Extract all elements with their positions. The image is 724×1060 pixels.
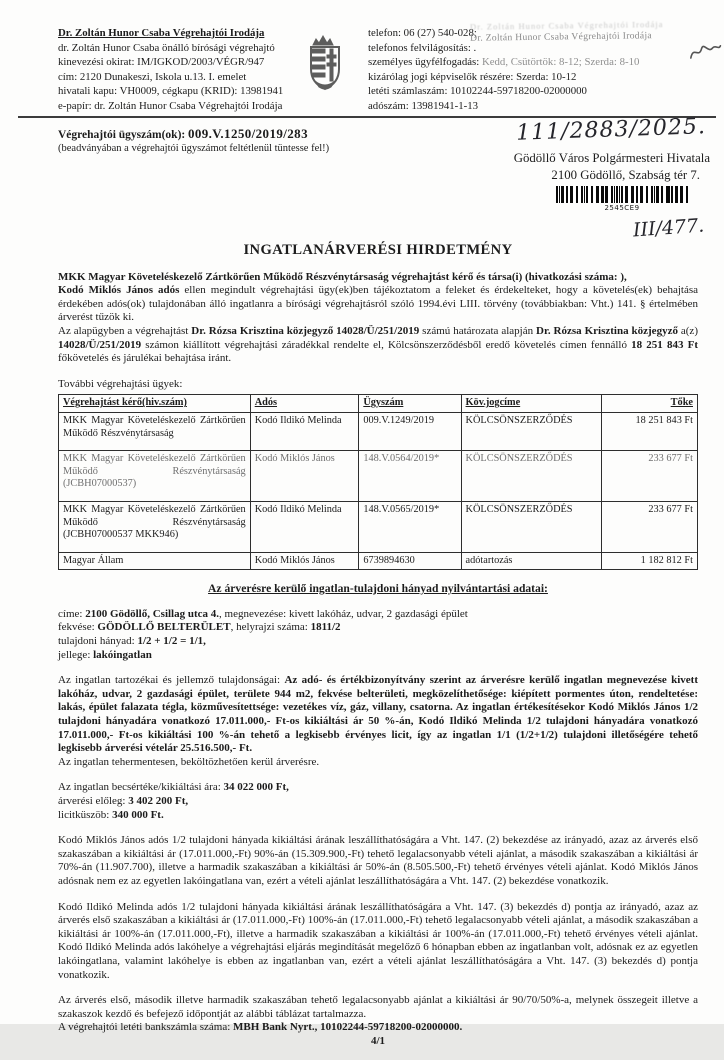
closing-paragraph: Az árverés első, második illetve harmadik szakaszában tehető legalacsonyabb ajánlat a kikiáltási ár 90/70/50%-a, melynek összegeit illetve a szakaszok kezdő és befejező időpontját az alábbi táblázat tartalmazza. A végrehajtói letéti bankszámla száma: MBH Bank Nyrt., 10102244-59718200-02000000. [58,994,698,1034]
table-row [59,451,698,502]
recipient-block [370,114,710,242]
page-number: 4/1 [370,1034,386,1047]
property-description-paragraph: Az ingatlan tartozékai és jellemző tulajdonságai: Az adó- és értékbizonyítvány szerint az árverésre kerülő ingatlan megnevezése kivett lakóház, udvar, 2 gazdasági épület, területe 944 m2, fekvése belterületi, megközelíthetősége: kiépített pormentes úton, rendeltetése: lakás, épület falazata tégla, közművesítettsége: vezetékes víz, gáz, villany, csatorna. Az ingatlan értékesítésekor Kodó Miklós János 1/2 tulajdoni hányadára vonatkozó 17.011.000,- Ft-os kikiáltási ár 50 %-án, Kodó Ildikó Melinda 1/2 tulajdoni hányadára vonatkozó 17.011.000,- Ft-os kikiáltási 100 %-án tehető a legkisebb érvényes licit, így az ingatlan 1/1 (1/2+1/2) tulajdoni illetőségére tehető legkisebb árverési vételár 25.516.500,- Ft. Az ingatlan tehermentesen, beköltözhetően kerül árverésre. [58,674,698,768]
signature-scribble-icon [688,40,722,67]
case-number-note: (beadványában a végrehajtói ügyszámot feltétlenül tüntesse fel!) [58,143,330,154]
table-header-cell: Adós [250,395,359,413]
office-line: telefonos felvilágosítás: . [368,41,477,54]
property-share-line: tulajdoni hányad: 1/2 + 1/2 = 1/1, [58,635,206,648]
table-cell: Kodó Miklós János [250,552,359,570]
stamp-ghost-text: Dr. Zoltán Hunor Csaba Végrehajtói Irodája [469,19,664,32]
barcode-icon [556,186,688,203]
office-line: letéti számlaszám: 10102244-59718200-02000000 [368,85,587,98]
table-header-cell: Ügyszám [359,395,461,413]
office-name: Dr. Zoltán Hunor Csaba Végrehajtói Irodája [58,27,265,39]
handwritten-reference: 111/2883/2025. [515,114,707,146]
table-cell: Magyar Állam [59,552,251,570]
table-row [59,501,698,552]
table-cell: 6739894630 [359,552,461,570]
office-line: személyes ügyfélfogadás: Kedd, Csütörtök: 8-12; Szerda: 8-10 [368,56,640,69]
price-block [58,781,698,822]
case-number-label: Végrehajtói ügyszám(ok): [58,129,186,141]
property-section-heading: Az árverésre kerülő ingatlan-tulajdoni hányad nyilvántartási adatai: [208,582,548,596]
recipient-address: 2100 Gödöllő, Szabság tér 7. [551,168,700,182]
table-cell: 233 677 Ft [602,451,698,502]
table-header-cell: Köv.jogcíme [461,395,602,413]
office-line: kinevezési okirat: IM/IGKOD/2003/VÉGR/947 [58,56,265,69]
table-header-cell: Tőke [602,395,698,413]
office-line: dr. Zoltán Hunor Csaba önálló bírósági végrehajtó [58,41,275,54]
table-row [59,552,698,570]
stamp-text: Dr. Zoltán Hunor Csaba Végrehajtói Irodája [470,30,653,44]
office-line: hivatali kapu: VH0009, cégkapu (KRID): 13981941 [58,85,284,98]
debtor1-rules-paragraph: Kodó Miklós János adós 1/2 tulajdoni hányada kikiáltási árának leszállíthatóságára a Vht. 147. (2) bekezdése az irányadó, azaz az árverés első szakaszában a kikiáltási ár (17.011.000,-Ft) 90%-án (15.309.900,-Ft) tehető legalacsonyabb vételi ajánlat, a második szakaszában a kikiáltási ár 70%-án (11.907.700), illetve a harmadik szakaszában a kikiáltási ár 50%-án (8.505.500,-Ft) tehető érvényes vételi ajánlat. Kodó Miklós János adósnak nem ez az egyetlen lakóingatlana van, ezért a vételi ajánlat leszállíthatóságára a Vht. 147. (2) bekezdése vonatkozik. [58,834,698,887]
case-number-block [58,126,329,154]
office-line: kizárólag jogi képviselők részére: Szerda: 10-12 [368,70,577,83]
table-cell: Kodó Ildikó Melinda [250,501,359,552]
further-cases-label: További végrehajtási ügyek: [58,377,183,390]
table-cell: adótartozás [461,552,602,570]
property-registry-data [58,608,698,662]
table-row [59,412,698,450]
further-cases-table [58,394,698,570]
office-line: e-papír: dr. Zoltán Hunor Csaba Végrehajtói Irodája [58,99,283,112]
office-stamp [470,18,720,43]
appraised-value-line: Az ingatlan becsértéke/kikiáltási ára: 34 022 000 Ft, [58,781,289,794]
property-location-line: fekvése: GÖDÖLLŐ BELTERÜLET, helyrajzi száma: 1811/2 [58,621,341,634]
hungarian-coat-of-arms-icon [305,33,345,100]
cases-table-body [59,412,698,569]
recipient-name: Gödöllő Város Polgármesteri Hivatala [513,151,710,165]
property-address-line: címe: 2100 Gödöllő, Csillag utca 4., megnevezése: kivett lakóház, udvar, 2 gazdasági épület [58,607,468,620]
table-cell: MKK Magyar Követeléskezelő Zártkörűen Működő Részvénytársaság [59,412,251,450]
table-cell: KÖLCSÖNSZERZŐDÉS [461,451,602,502]
office-line: telefon: 06 (27) 540-028; [368,27,477,39]
debtor2-rules-paragraph: Kodó Ildikó Melinda adós 1/2 tulajdoni hányada kikiáltási árának leszállíthatóságára a Vht. 147. (3) bekezdés d) pontja az irányadó, azaz az árverés első szakaszában a kikiáltási ár (17.011.000,-Ft) 100%-án (17.011.000,-Ft) tehető legalacsonyabb vételi ajánlat, a második szakaszában a kikiáltási ár 100%-án (17.011.000,-Ft), illetve a harmadik szakaszában a kikiáltási ár 100%-án (17.011.000,-Ft) tehető érvényes vételi ajánlat. Kodó Ildikó Melinda adós lakóhelye a végrehajtási eljárás megindítását megelőző 6 hónapban ebben az ingatlanban volt, adósnak ez az egyetlen lakóingatlana, valamint lakóhelye is ebben az ingatlanban van, ezért a vételi ajánlat leszállíthatóságára a Vht. 147. (3) bekezdés d) pontja vonatkozik. [58,900,698,981]
case-number-value: 009.V.1250/2019/283 [187,126,308,141]
table-cell: 148.V.0564/2019* [359,451,461,502]
table-cell: 1 182 812 Ft [602,552,698,570]
table-cell: Kodó Miklós János [250,451,359,502]
table-cell: 18 251 843 Ft [602,412,698,450]
barcode-label: 2545CE9 [604,204,640,212]
property-type-line: jellege: lakóingatlan [58,648,152,661]
table-cell: MKK Magyar Követeléskezelő Zártkörűen Működő Részvénytársaság (JCBH07000537 MKK946) [59,501,251,552]
document-body [58,244,698,1060]
table-header-cell: Végrehajtást kérő(hiv.szám) [59,395,251,413]
table-cell: 233 677 Ft [602,501,698,552]
document-title: INGATLANÁRVERÉSI HIRDETMÉNY [243,242,513,258]
intro-paragraph: MKK Magyar Követeléskezelő Zártkörűen Működő Részvénytársaság végrehajtást kérő és társa(i) (hivatkozási száma: ), Kodó Miklós János adós ellen megindult végrehajtási ügy(ek)ben tájékoztatom a feleket és érdekelteket, hogy a követelés(ek) behajtása érdekében adós(ok) tulajdonában álló ingatlanra a bírósági végrehajtásról szóló 1994.évi LIII. törvény (továbbiakban: Vht.) 141. § értelmében árverést tűzök ki. [58,270,698,324]
table-cell: KÖLCSÖNSZERZŐDÉS [461,412,602,450]
handwritten-note: III/477. [632,214,705,242]
office-line: adószám: 13981941-1-13 [368,99,479,112]
table-cell: 148.V.0565/2019* [359,501,461,552]
table-cell: Kodó Ildikó Melinda [250,412,359,450]
office-line: cím: 2120 Dunakeszi, Iskola u.13. I. emelet [58,70,247,83]
table-cell: MKK Magyar Követeléskezelő Zártkörűen Működő Részvénytársaság (JCBH07000537) [59,451,251,502]
table-cell: 009.V.1249/2019 [359,412,461,450]
barcode-block [556,186,688,212]
table-cell: KÖLCSÖNSZERZŐDÉS [461,501,602,552]
base-case-paragraph: Az alapügyben a végrehajtást Dr. Rózsa Krisztina közjegyző 14028/Ü/251/2019 számú határozata alapján Dr. Rózsa Krisztina közjegyző a(z) 14028/Ü/251/2019 számon kiállított végrehajtási záradékkal rendelte el, Kölcsönszerződésből eredő követelés címen fennálló 18 251 843 Ft főkövetelés és járulékai behajtása iránt. [58,324,698,365]
cases-table-head-row [59,395,698,413]
auction-deposit-line: árverési előleg: 3 402 200 Ft, [58,795,189,807]
bid-threshold-line: licitküszöb: 340 000 Ft. [58,808,164,821]
